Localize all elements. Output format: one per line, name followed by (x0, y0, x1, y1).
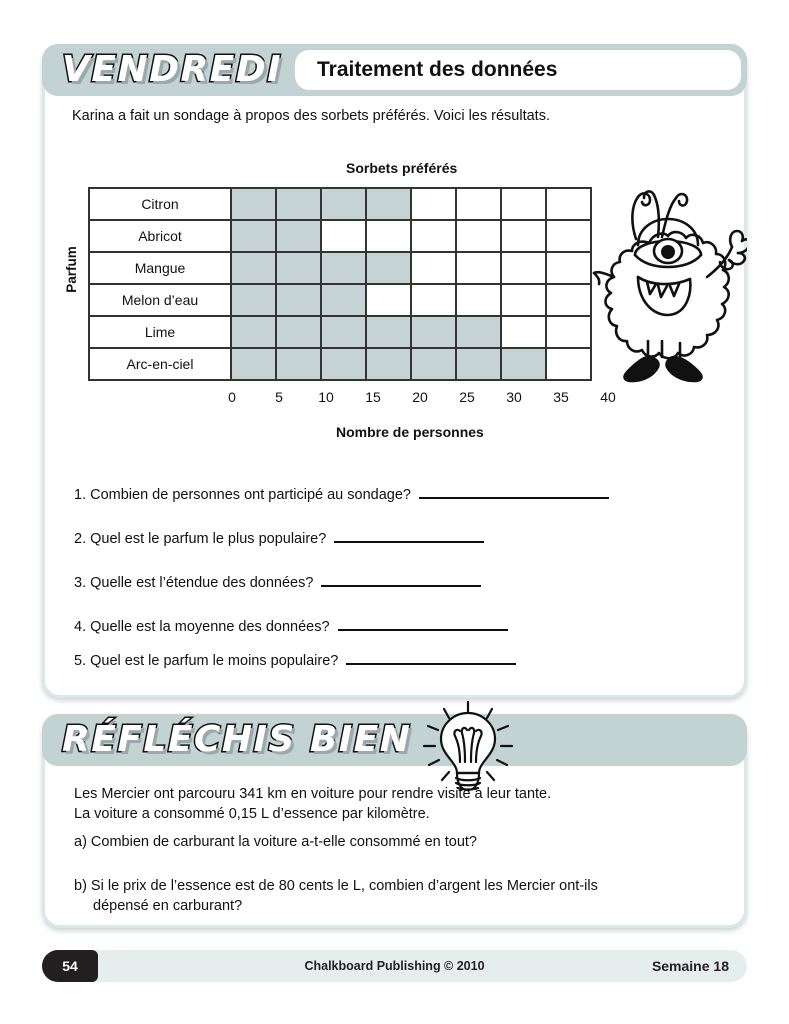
chart-cell-empty[interactable] (456, 284, 501, 316)
question-2-text: 2. Quel est le parfum le plus populaire? (74, 531, 327, 547)
chart-cell-filled[interactable] (231, 252, 276, 284)
chart-cell-filled[interactable] (321, 284, 366, 316)
chart-cell-filled[interactable] (456, 348, 501, 380)
x-tick-label: 30 (506, 389, 522, 405)
question-4-answer-line[interactable] (338, 629, 508, 631)
think-question-b-line-1: b) Si le prix de l’essence est de 80 cents le L, combien d’argent les Mercier ont-ils (74, 878, 598, 894)
question-1 (74, 487, 609, 503)
chart-cell-empty[interactable] (546, 348, 591, 380)
chart-cell-filled[interactable] (276, 252, 321, 284)
subject-tab-label: Traitement des données (317, 58, 558, 81)
chart-x-axis-label: Nombre de personnes (336, 424, 484, 440)
chart-cell-empty[interactable] (411, 284, 456, 316)
chart-row (89, 252, 591, 284)
chart-row (89, 316, 591, 348)
page-number-badge: 54 (42, 950, 98, 982)
x-tick-label: 5 (275, 389, 283, 405)
chart-cell-empty[interactable] (501, 252, 546, 284)
x-tick-label: 0 (228, 389, 236, 405)
x-tick-label: 40 (600, 389, 616, 405)
chart-cell-filled[interactable] (276, 220, 321, 252)
chart-cell-filled[interactable] (231, 284, 276, 316)
chart-row-label: Abricot (89, 220, 231, 252)
x-tick-label: 10 (318, 389, 334, 405)
chart-row-label: Mangue (89, 252, 231, 284)
intro-instructions: Karina a fait un sondage à propos des sorbets préférés. Voici les résultats. (72, 108, 550, 124)
question-1-answer-line[interactable] (419, 497, 609, 499)
question-5-text: 5. Quel est le parfum le moins populaire? (74, 653, 339, 669)
chart-cell-empty[interactable] (546, 252, 591, 284)
chart-y-axis-label: Parfum (63, 246, 79, 293)
chart-grid-wrap (88, 187, 592, 381)
footer-week: Semaine 18 (651, 958, 729, 974)
x-tick-label: 15 (365, 389, 381, 405)
chart-cell-filled[interactable] (411, 316, 456, 348)
chart-row (89, 284, 591, 316)
chart-cell-filled[interactable] (231, 220, 276, 252)
one-eyed-monster-icon (592, 181, 747, 393)
chart-grid (88, 187, 592, 381)
x-tick-label: 20 (412, 389, 428, 405)
lightbulb-icon (420, 700, 516, 792)
chart-cell-filled[interactable] (456, 316, 501, 348)
chart-cell-empty[interactable] (366, 220, 411, 252)
chart-cell-filled[interactable] (501, 348, 546, 380)
think-line-2: La voiture a consommé 0,15 L d’essence par kilomètre. (74, 806, 430, 822)
chart-cell-empty[interactable] (501, 284, 546, 316)
question-1-text: 1. Combien de personnes ont participé au sondage? (74, 487, 411, 503)
subject-tab (295, 50, 741, 90)
chart-cell-filled[interactable] (321, 348, 366, 380)
chart-cell-filled[interactable] (366, 348, 411, 380)
day-title: VENDREDI (62, 49, 283, 90)
question-4 (74, 619, 508, 635)
question-2 (74, 531, 484, 547)
chart-cell-filled[interactable] (231, 348, 276, 380)
chart-title: Sorbets préférés (346, 160, 458, 176)
chart-cell-filled[interactable] (366, 316, 411, 348)
question-5-answer-line[interactable] (346, 663, 516, 665)
question-4-text: 4. Quelle est la moyenne des données? (74, 619, 330, 635)
chart-cell-empty[interactable] (456, 188, 501, 220)
think-header-bar (42, 714, 747, 766)
chart-cell-empty[interactable] (411, 188, 456, 220)
question-3-answer-line[interactable] (321, 585, 481, 587)
chart-cell-filled[interactable] (321, 252, 366, 284)
chart-cell-filled[interactable] (321, 188, 366, 220)
chart-cell-empty[interactable] (546, 284, 591, 316)
think-question-b-line-2: dépensé en carburant? (93, 898, 243, 914)
chart-cell-filled[interactable] (276, 348, 321, 380)
chart-cell-empty[interactable] (456, 252, 501, 284)
chart-cell-filled[interactable] (276, 188, 321, 220)
chart-cell-empty[interactable] (501, 220, 546, 252)
think-question-a: a) Combien de carburant la voiture a-t-elle consommé en tout? (74, 834, 477, 850)
chart-cell-filled[interactable] (276, 284, 321, 316)
chart-row-label: Arc-en-ciel (89, 348, 231, 380)
chart-row (89, 188, 591, 220)
chart-cell-empty[interactable] (411, 220, 456, 252)
chart-cell-filled[interactable] (321, 316, 366, 348)
chart-cell-empty[interactable] (366, 284, 411, 316)
chart-cell-empty[interactable] (546, 188, 591, 220)
think-title: RÉFLÉCHIS BIEN (62, 719, 412, 760)
think-line-1: Les Mercier ont parcouru 341 km en voiture pour rendre visite à leur tante. (74, 786, 552, 802)
chart-row (89, 220, 591, 252)
chart-cell-filled[interactable] (366, 188, 411, 220)
x-tick-label: 35 (553, 389, 569, 405)
footer-publisher: Chalkboard Publishing © 2010 (304, 959, 485, 973)
chart-cell-filled[interactable] (411, 348, 456, 380)
question-2-answer-line[interactable] (334, 541, 484, 543)
chart-row (89, 348, 591, 380)
chart-cell-empty[interactable] (411, 252, 456, 284)
chart-cell-empty[interactable] (546, 316, 591, 348)
page-footer (42, 950, 747, 982)
chart-cell-filled[interactable] (366, 252, 411, 284)
question-3 (74, 575, 481, 591)
chart-cell-filled[interactable] (231, 188, 276, 220)
chart-cell-empty[interactable] (456, 220, 501, 252)
chart-cell-filled[interactable] (276, 316, 321, 348)
chart-cell-empty[interactable] (321, 220, 366, 252)
question-3-text: 3. Quelle est l’étendue des données? (74, 575, 314, 591)
question-5 (74, 653, 516, 669)
chart-cell-empty[interactable] (501, 188, 546, 220)
chart-row-label: Citron (89, 188, 231, 220)
x-tick-label: 25 (459, 389, 475, 405)
chart-cell-empty[interactable] (501, 316, 546, 348)
chart-row-label: Melon d’eau (89, 284, 231, 316)
chart-row-label: Lime (89, 316, 231, 348)
chart-cell-empty[interactable] (546, 220, 591, 252)
chart-cell-filled[interactable] (231, 316, 276, 348)
